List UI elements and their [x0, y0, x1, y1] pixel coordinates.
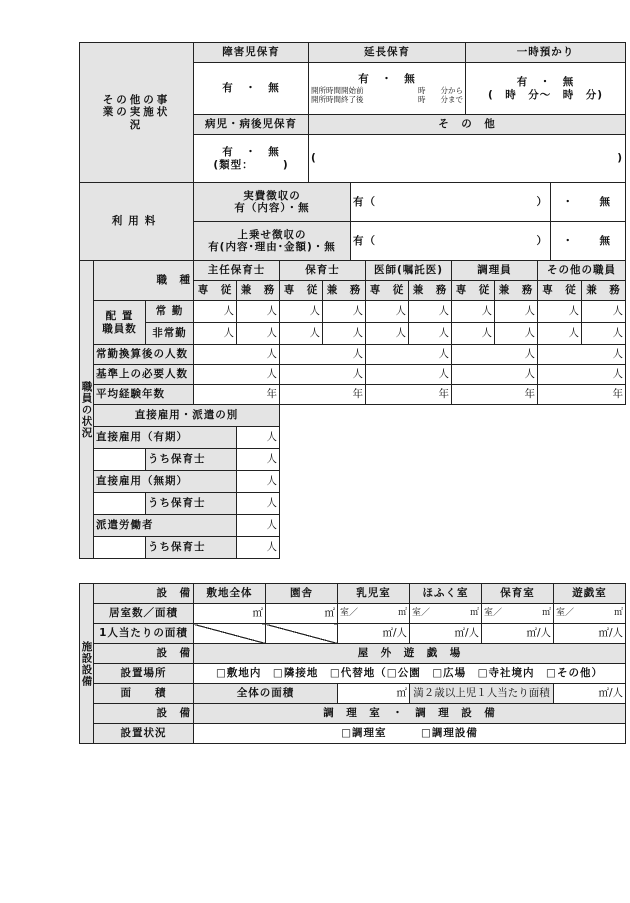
count-field[interactable]: 人: [409, 323, 452, 345]
header-sick-child-care: 病児・病後児保育: [194, 115, 309, 135]
facility-table: [79, 583, 626, 744]
dispatch-worker-label: 派遣労働者: [94, 515, 237, 537]
room-area-field[interactable]: [410, 604, 482, 624]
header-disabled-childcare: 障害児保育: [194, 43, 309, 63]
extended-yes-no[interactable]: 有 ・ 無: [358, 73, 416, 86]
required-label: 基準上の必要人数: [94, 365, 194, 385]
diagonal-cell: [266, 624, 338, 644]
indent-spacer: [94, 493, 146, 515]
required-row: [80, 365, 626, 385]
col-crawling-room: ほふく室: [410, 584, 482, 604]
cooking-options[interactable]: □調理室 □調理設備: [194, 724, 626, 744]
of-which-nursery-label: うち保育士: [146, 449, 237, 471]
count-field[interactable]: 人: [194, 323, 237, 345]
count-field[interactable]: 人: [194, 345, 280, 365]
yes-open: 有（: [353, 195, 376, 208]
header-other: そ の 他: [309, 115, 626, 135]
actual-cost-no[interactable]: 無: [586, 183, 626, 222]
count-field[interactable]: 人: [237, 515, 280, 537]
indent-spacer: [94, 537, 146, 559]
per-person-label: 1人当たりの面積: [94, 624, 194, 644]
open-before-time: 時 分から: [418, 85, 463, 95]
count-field[interactable]: 人: [237, 449, 280, 471]
ken-label: 兼 務: [237, 281, 280, 301]
facility-section-label: 施設設備: [80, 584, 94, 744]
per-person-field[interactable]: ㎡/人: [554, 624, 626, 644]
temporary-care-cell[interactable]: [466, 63, 626, 115]
direct-indefinite-label: 直接雇用（無期）: [94, 471, 237, 493]
room-area-field[interactable]: [554, 604, 626, 624]
count-field[interactable]: 人: [495, 301, 538, 323]
count-field[interactable]: 人: [280, 323, 323, 345]
room-area-field[interactable]: [482, 604, 554, 624]
years-field[interactable]: 年: [366, 385, 452, 405]
per-person-field[interactable]: ㎡/人: [410, 624, 482, 644]
years-field[interactable]: 年: [194, 385, 280, 405]
employment-type-header: 直接雇用・派遣の別: [94, 405, 280, 427]
col-infant-room: 乳児室: [338, 584, 410, 604]
count-field[interactable]: 人: [366, 345, 452, 365]
count-field[interactable]: 人: [409, 301, 452, 323]
actual-cost-dot: ・: [551, 183, 586, 222]
count-field[interactable]: 人: [538, 323, 582, 345]
count-field[interactable]: 人: [323, 323, 366, 345]
setsubi-label: 設 備: [94, 584, 194, 604]
room-area-field[interactable]: [338, 604, 410, 624]
count-field[interactable]: 人: [280, 345, 366, 365]
setsubi-label: 設 備: [94, 644, 194, 664]
count-field[interactable]: 人: [538, 345, 626, 365]
diagonal-cell: [194, 624, 266, 644]
m2-unit: ㎡: [613, 608, 623, 619]
close-after-label: 開所時間終了後: [311, 94, 364, 104]
years-field[interactable]: 年: [538, 385, 626, 405]
total-area-label: 全体の面積: [194, 684, 338, 704]
sen-label: 専 従: [366, 281, 409, 301]
extra-fee-field[interactable]: [351, 222, 551, 261]
cooking-header: 調 理 室 ・ 調 理 設 備: [194, 704, 626, 724]
other-services-table: [79, 42, 626, 183]
direct-fixed-term-label: 直接雇用（有期）: [94, 427, 237, 449]
open-paren: (: [311, 152, 317, 165]
experience-row: [80, 385, 626, 405]
location-options[interactable]: □敷地内 □隣接地 □代替地（□公園 □広場 □寺社境内 □その他）: [194, 664, 626, 684]
sick-type-field[interactable]: (類型： ): [213, 158, 289, 171]
count-field[interactable]: 人: [237, 427, 280, 449]
staff-section-label: 職員の状況: [80, 261, 94, 559]
temporary-time-range[interactable]: ( 時 分～ 時 分): [487, 88, 604, 101]
sick-child-cell[interactable]: [194, 135, 309, 183]
extra-fee-no[interactable]: 無: [586, 222, 626, 261]
per-child-area-field[interactable]: ㎡/人: [554, 684, 626, 704]
header-temporary-care: 一時預かり: [466, 43, 626, 63]
count-field[interactable]: 人: [366, 365, 452, 385]
jokin-label: 常 勤: [146, 301, 194, 323]
yes-open: 有（: [353, 234, 376, 247]
count-field[interactable]: 人: [237, 323, 280, 345]
ken-label: 兼 務: [495, 281, 538, 301]
m2-unit: ㎡: [469, 608, 479, 619]
count-field[interactable]: 人: [323, 301, 366, 323]
count-field[interactable]: 人: [538, 301, 582, 323]
blank-area: [280, 405, 626, 559]
close-bracket: ）: [536, 234, 548, 247]
open-before-label: 開所時間開始前: [311, 85, 364, 95]
per-person-row: [80, 624, 626, 644]
count-field[interactable]: 人: [280, 365, 366, 385]
col-other-staff: その他の職員: [538, 261, 626, 281]
count-field[interactable]: 人: [194, 301, 237, 323]
col-building: 園舎: [266, 584, 338, 604]
count-field[interactable]: 人: [194, 365, 280, 385]
fte-row: [80, 345, 626, 365]
sen-label: 専 従: [280, 281, 323, 301]
haichi-label: 配 置 職員数: [94, 301, 146, 345]
per-person-field[interactable]: ㎡/人: [338, 624, 410, 644]
header-extended-childcare: 延長保育: [309, 43, 466, 63]
hijokin-label: 非常勤: [146, 323, 194, 345]
area-label: 面 積: [94, 684, 194, 704]
count-field[interactable]: 人: [366, 323, 409, 345]
count-field[interactable]: 人: [237, 537, 280, 559]
close-paren: ): [617, 152, 623, 165]
parttime-row: [80, 323, 626, 345]
col-cook: 調理員: [452, 261, 538, 281]
per-person-field[interactable]: ㎡/人: [482, 624, 554, 644]
count-field[interactable]: 人: [495, 323, 538, 345]
sen-label: 専 従: [538, 281, 582, 301]
status-label: 設置状況: [94, 724, 194, 744]
actual-cost-label: 実費徴収の 有（内容）・無: [194, 183, 351, 222]
ken-label: 兼 務: [409, 281, 452, 301]
room-unit: 室／: [484, 608, 503, 619]
experience-label: 平均経験年数: [94, 385, 194, 405]
location-label: 設置場所: [94, 664, 194, 684]
other-text-field[interactable]: [309, 135, 626, 183]
col-doctor: 医師(嘱託医): [366, 261, 452, 281]
extra-fee-dot: ・: [551, 222, 586, 261]
col-chief-nursery: 主任保育士: [194, 261, 280, 281]
fte-label: 常勤換算後の人数: [94, 345, 194, 365]
count-field[interactable]: 人: [280, 301, 323, 323]
per-child-area-label: 満２歳以上児１人当たり面積: [410, 684, 554, 704]
disabled-yes-no[interactable]: 有 ・ 無: [194, 63, 309, 115]
count-field[interactable]: 人: [237, 471, 280, 493]
room-unit: 室／: [340, 608, 359, 619]
of-which-nursery-label: うち保育士: [146, 537, 237, 559]
count-field[interactable]: 人: [452, 301, 495, 323]
count-field[interactable]: 人: [237, 301, 280, 323]
usage-fee-label: 利用料: [80, 183, 194, 261]
area-field[interactable]: ㎡: [266, 604, 338, 624]
count-field[interactable]: 人: [538, 365, 626, 385]
actual-cost-field[interactable]: [351, 183, 551, 222]
ken-label: 兼 務: [323, 281, 366, 301]
other-services-label: その他の事業の実施状況: [80, 43, 194, 183]
m2-unit: ㎡: [541, 608, 551, 619]
room-count-label: 居室数／面積: [94, 604, 194, 624]
outdoor-play-header: 屋 外 遊 戯 場: [194, 644, 626, 664]
room-unit: 室／: [412, 608, 431, 619]
usage-fee-table: [79, 182, 626, 261]
of-which-nursery-label: うち保育士: [146, 493, 237, 515]
room-count-row: [80, 604, 626, 624]
count-field[interactable]: 人: [582, 323, 626, 345]
extra-fee-label: 上乗せ徴収の 有(内容･理由･金額)・無: [194, 222, 351, 261]
shokushu-label: 職 種: [94, 261, 194, 301]
years-field[interactable]: 年: [452, 385, 538, 405]
room-unit: 室／: [556, 608, 575, 619]
col-nursery-room: 保育室: [482, 584, 554, 604]
count-field[interactable]: 人: [582, 301, 626, 323]
fulltime-row: [80, 301, 626, 323]
setsubi-label: 設 備: [94, 704, 194, 724]
col-play-room: 遊戯室: [554, 584, 626, 604]
count-field[interactable]: 人: [452, 345, 538, 365]
col-site: 敷地全体: [194, 584, 266, 604]
sen-label: 専 従: [452, 281, 495, 301]
sick-yes-no[interactable]: 有 ・ 無: [222, 146, 280, 159]
ken-label: 兼 務: [582, 281, 626, 301]
area-field[interactable]: ㎡: [194, 604, 266, 624]
col-nursery: 保育士: [280, 261, 366, 281]
indent-spacer: [94, 449, 146, 471]
m2-unit: ㎡: [397, 608, 407, 619]
staff-table: [79, 260, 626, 559]
close-bracket: ）: [536, 195, 548, 208]
years-field[interactable]: 年: [280, 385, 366, 405]
sen-label: 専 従: [194, 281, 237, 301]
count-field[interactable]: 人: [452, 365, 538, 385]
temporary-yes-no[interactable]: 有 ・ 無: [516, 76, 575, 89]
total-area-field[interactable]: ㎡: [338, 684, 410, 704]
count-field[interactable]: 人: [237, 493, 280, 515]
extended-hours-cell[interactable]: [309, 63, 466, 115]
close-after-time: 時 分まで: [418, 94, 463, 104]
count-field[interactable]: 人: [452, 323, 495, 345]
count-field[interactable]: 人: [366, 301, 409, 323]
